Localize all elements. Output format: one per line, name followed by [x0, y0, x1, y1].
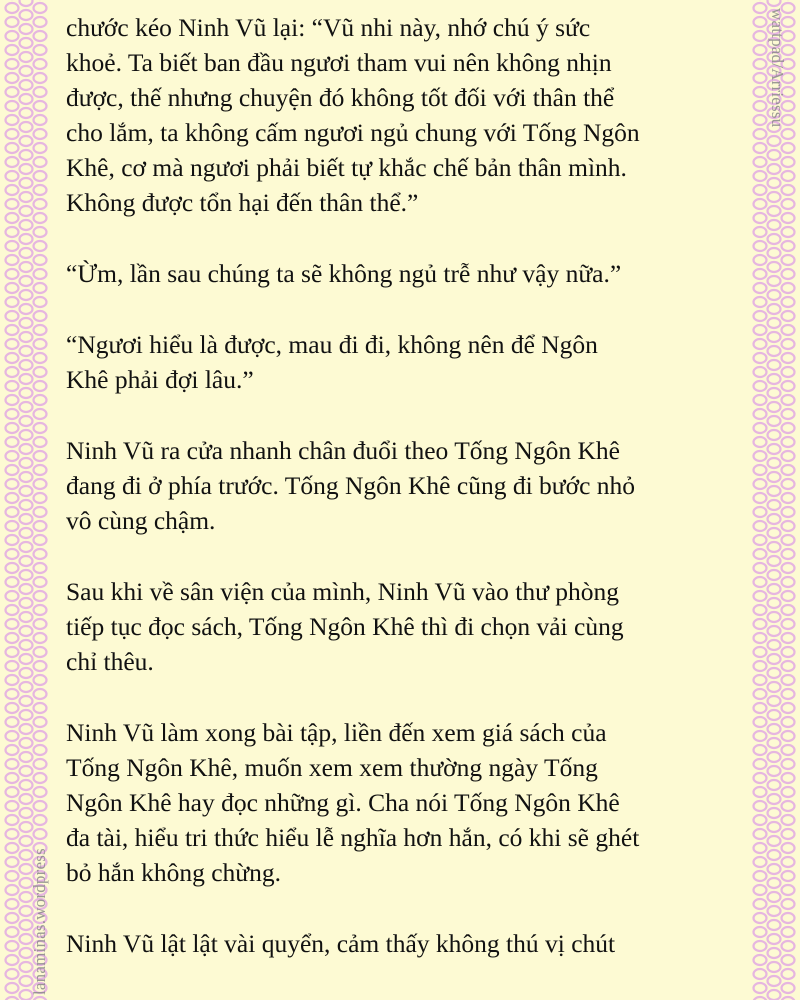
- text-line: Tống Ngôn Khê, muốn xem xem thường ngày Tống: [66, 753, 598, 782]
- text-line: Không được tổn hại đến thân thể.”: [66, 188, 419, 217]
- paragraph: [66, 715, 756, 890]
- text-line: đa tài, hiểu tri thức hiểu lễ nghĩa hơn hắn, có khi sẽ ghét: [66, 823, 640, 852]
- text-line: chỉ thêu.: [66, 647, 154, 676]
- left-watermark: lanaminas.wordpress: [30, 848, 49, 995]
- text-line: Ngôn Khê hay đọc những gì. Cha nói Tống Ngôn Khê: [66, 788, 620, 817]
- text-line: Ninh Vũ làm xong bài tập, liền đến xem giá sách của: [66, 718, 607, 747]
- text-line: đang đi ở phía trước. Tống Ngôn Khê cũng đi bước nhỏ: [66, 471, 636, 500]
- text-line: Ninh Vũ lật lật vài quyển, cảm thấy không thú vị chút: [66, 929, 616, 958]
- text-line: cho lắm, ta không cấm ngươi ngủ chung với Tống Ngôn: [66, 118, 640, 147]
- page-text: [66, 10, 756, 997]
- text-line: tiếp tục đọc sách, Tống Ngôn Khê thì đi chọn vải cùng: [66, 612, 624, 641]
- right-watermark: wattpad/Arriessu: [768, 8, 787, 128]
- text-line: “Ừm, lần sau chúng ta sẽ không ngủ trễ như vậy nữa.”: [66, 259, 622, 288]
- text-line: chước kéo Ninh Vũ lại: “Vũ nhi này, nhớ chú ý sức: [66, 13, 591, 42]
- paragraph: [66, 574, 756, 679]
- text-line: bỏ hắn không chừng.: [66, 858, 281, 887]
- text-line: vô cùng chậm.: [66, 506, 216, 535]
- paragraph: [66, 256, 756, 291]
- text-line: Sau khi về sân viện của mình, Ninh Vũ vào thư phòng: [66, 577, 620, 606]
- text-line: Ninh Vũ ra cửa nhanh chân đuổi theo Tống Ngôn Khê: [66, 436, 620, 465]
- paragraph: [66, 10, 756, 220]
- paragraph: [66, 926, 756, 961]
- text-line: Khê phải đợi lâu.”: [66, 365, 254, 394]
- text-line: được, thế nhưng chuyện đó không tốt đối với thân thể: [66, 83, 615, 112]
- paragraph: [66, 433, 756, 538]
- text-line: khoẻ. Ta biết ban đầu ngươi tham vui nên không nhịn: [66, 48, 612, 77]
- text-line: “Ngươi hiểu là được, mau đi đi, không nên để Ngôn: [66, 330, 598, 359]
- paragraph: [66, 327, 756, 397]
- text-line: Khê, cơ mà ngươi phải biết tự khắc chế bản thân mình.: [66, 153, 627, 182]
